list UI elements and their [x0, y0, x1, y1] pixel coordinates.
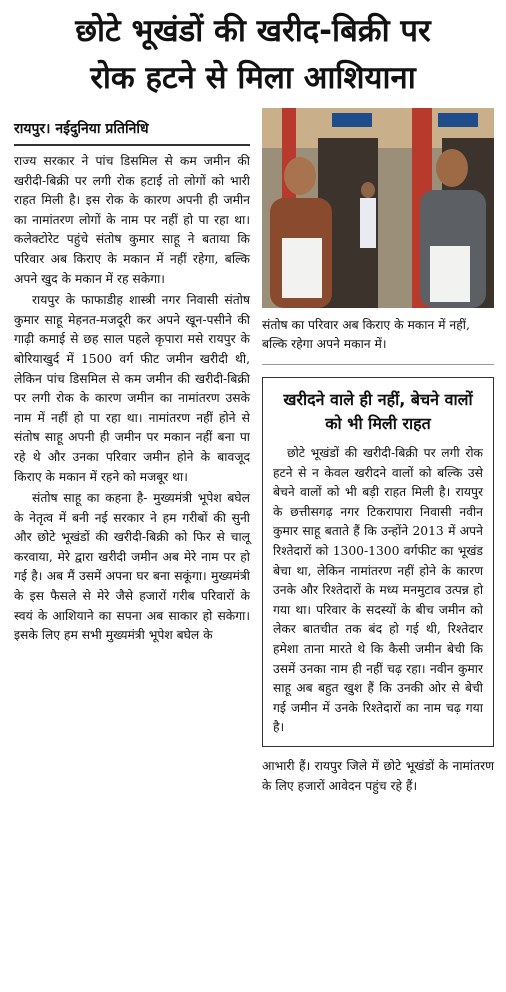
headline-line-1: छोटे भूखंडों की खरीद-बिक्री पर — [75, 13, 431, 49]
paragraph-3: संतोष साहू का कहना है- मुख्यमंत्री भूपेश बघेल के नेतृत्व में बनी नई सरकार ने हम गरीबों की सुनी और छोटे भूखंडों की खरीदी-बिक्री को फिर से चालू करवाया, मेरे द्वारा खरीदी जमीन अब मेरे नाम पर हो गई है। अब मैं उसमें अपना घर बना सकूंगा। मुख्यमंत्री के इस फैसले से मेरे जैसे हजारों गरीब परिवारों के स्वयं के आशियाने का सपना अब साकार हो सकेगा। इसके लिए हम सभी मुख्यमंत्री भूपेश बघेल के — [14, 491, 250, 643]
paragraph-2: रायपुर के फाफाडीह शास्त्री नगर निवासी संतोष कुमार साहू मेहनत-मजदूरी कर अपने खून-पसीने की गाढ़ी कमाई से छह साल पहले कृपारा मसे रायपुर के बोरियाखुर्द में 1500 वर्ग फीट जमीन खरीदी थी, लेकिन पांच डिसमिल से कम जमीन की खरीदी-बिक्री पर लगी रोक के कारण जमीन का नामांतरण उसके नाम में नहीं हो पा रहा था। नामांतरण नहीं होने से संतोष साहू अपनी ही जमीन पर मकान नहीं बना पा रहे थे और उनका परिवार जमीन होने के बावजूद किराए के मकान में रहने को मजबूर था। — [14, 293, 250, 484]
paragraph-1: राज्य सरकार ने पांच डिसमिल से कम जमीन की खरीदी-बिक्री पर लगी रोक हटाई तो लोगों को भारी राहत मिली है। इस रोक के कारण अपनी ही जमीन का नामांतरण लोगों के नाम पर नहीं हो पा रहा था। कलेक्टोरेट पहुंचे संतोष कुमार साहू ने बताया कि परिवार अब किराए के मकान में नहीं रहेगा, बल्कि अपने खुद के मकान में रह सकेगा। — [14, 154, 250, 286]
box-body — [273, 444, 483, 738]
continuation-text — [262, 757, 494, 796]
sidebar-box — [262, 377, 494, 747]
article-headline — [0, 0, 506, 108]
headline-line-2: रोक हटने से मिला आशियाना — [90, 60, 416, 96]
right-column — [262, 108, 494, 796]
photo-caption: संतोष का परिवार अब किराए के मकान में नहीं, बल्कि रहेगा अपने मकान में। — [262, 308, 494, 365]
box-heading: खरीदने वाले ही नहीं, बेचने वालों को भी मिली राहत — [283, 390, 473, 433]
byline: रायपुर। नईदुनिया प्रतिनिधि — [14, 118, 250, 146]
tail-paragraph: आभारी हैं। रायपुर जिले में छोटे भूखंडों के नामांतरण के लिए हजारों आवेदन पहुंच रहे हैं। — [262, 758, 494, 793]
box-paragraph: छोटे भूखंडों की खरीदी-बिक्री पर लगी रोक हटने से न केवल खरीदने वालों को बल्कि उसे बेचने वालों को भी बड़ी राहत मिली है। रायपुर के छत्तीसगढ़ नगर टिकरापारा निवासी नवीन कुमार साहू बताते हैं कि उन्होंने 2013 में अपने रिश्तेदारों को 1300-1300 वर्गफीट का भूखंड बेचा था, लेकिन नामांतरण नहीं होने के कारण उनके और रिश्तेदारों के मध्य मनमुटाव उत्पन्न हो गया था। परिवार के सदस्यों के बीच जमीन को लेकर बातचीत तक बंद हो गई थी, रिश्तेदार हमेशा ताना मारते थे कि कैसी जमीन बेची कि उसमें उनका नाम ही नहीं चढ़ रहा। नवीन कुमार साहू अब बहुत खुश हैं कि उनकी ओर से बेची गई जमीन में उनके रिश्तेदारों का नाम चढ़ गया है। — [273, 446, 483, 735]
photo-illustration — [262, 108, 494, 308]
news-photo — [262, 108, 494, 308]
left-column — [14, 118, 250, 646]
